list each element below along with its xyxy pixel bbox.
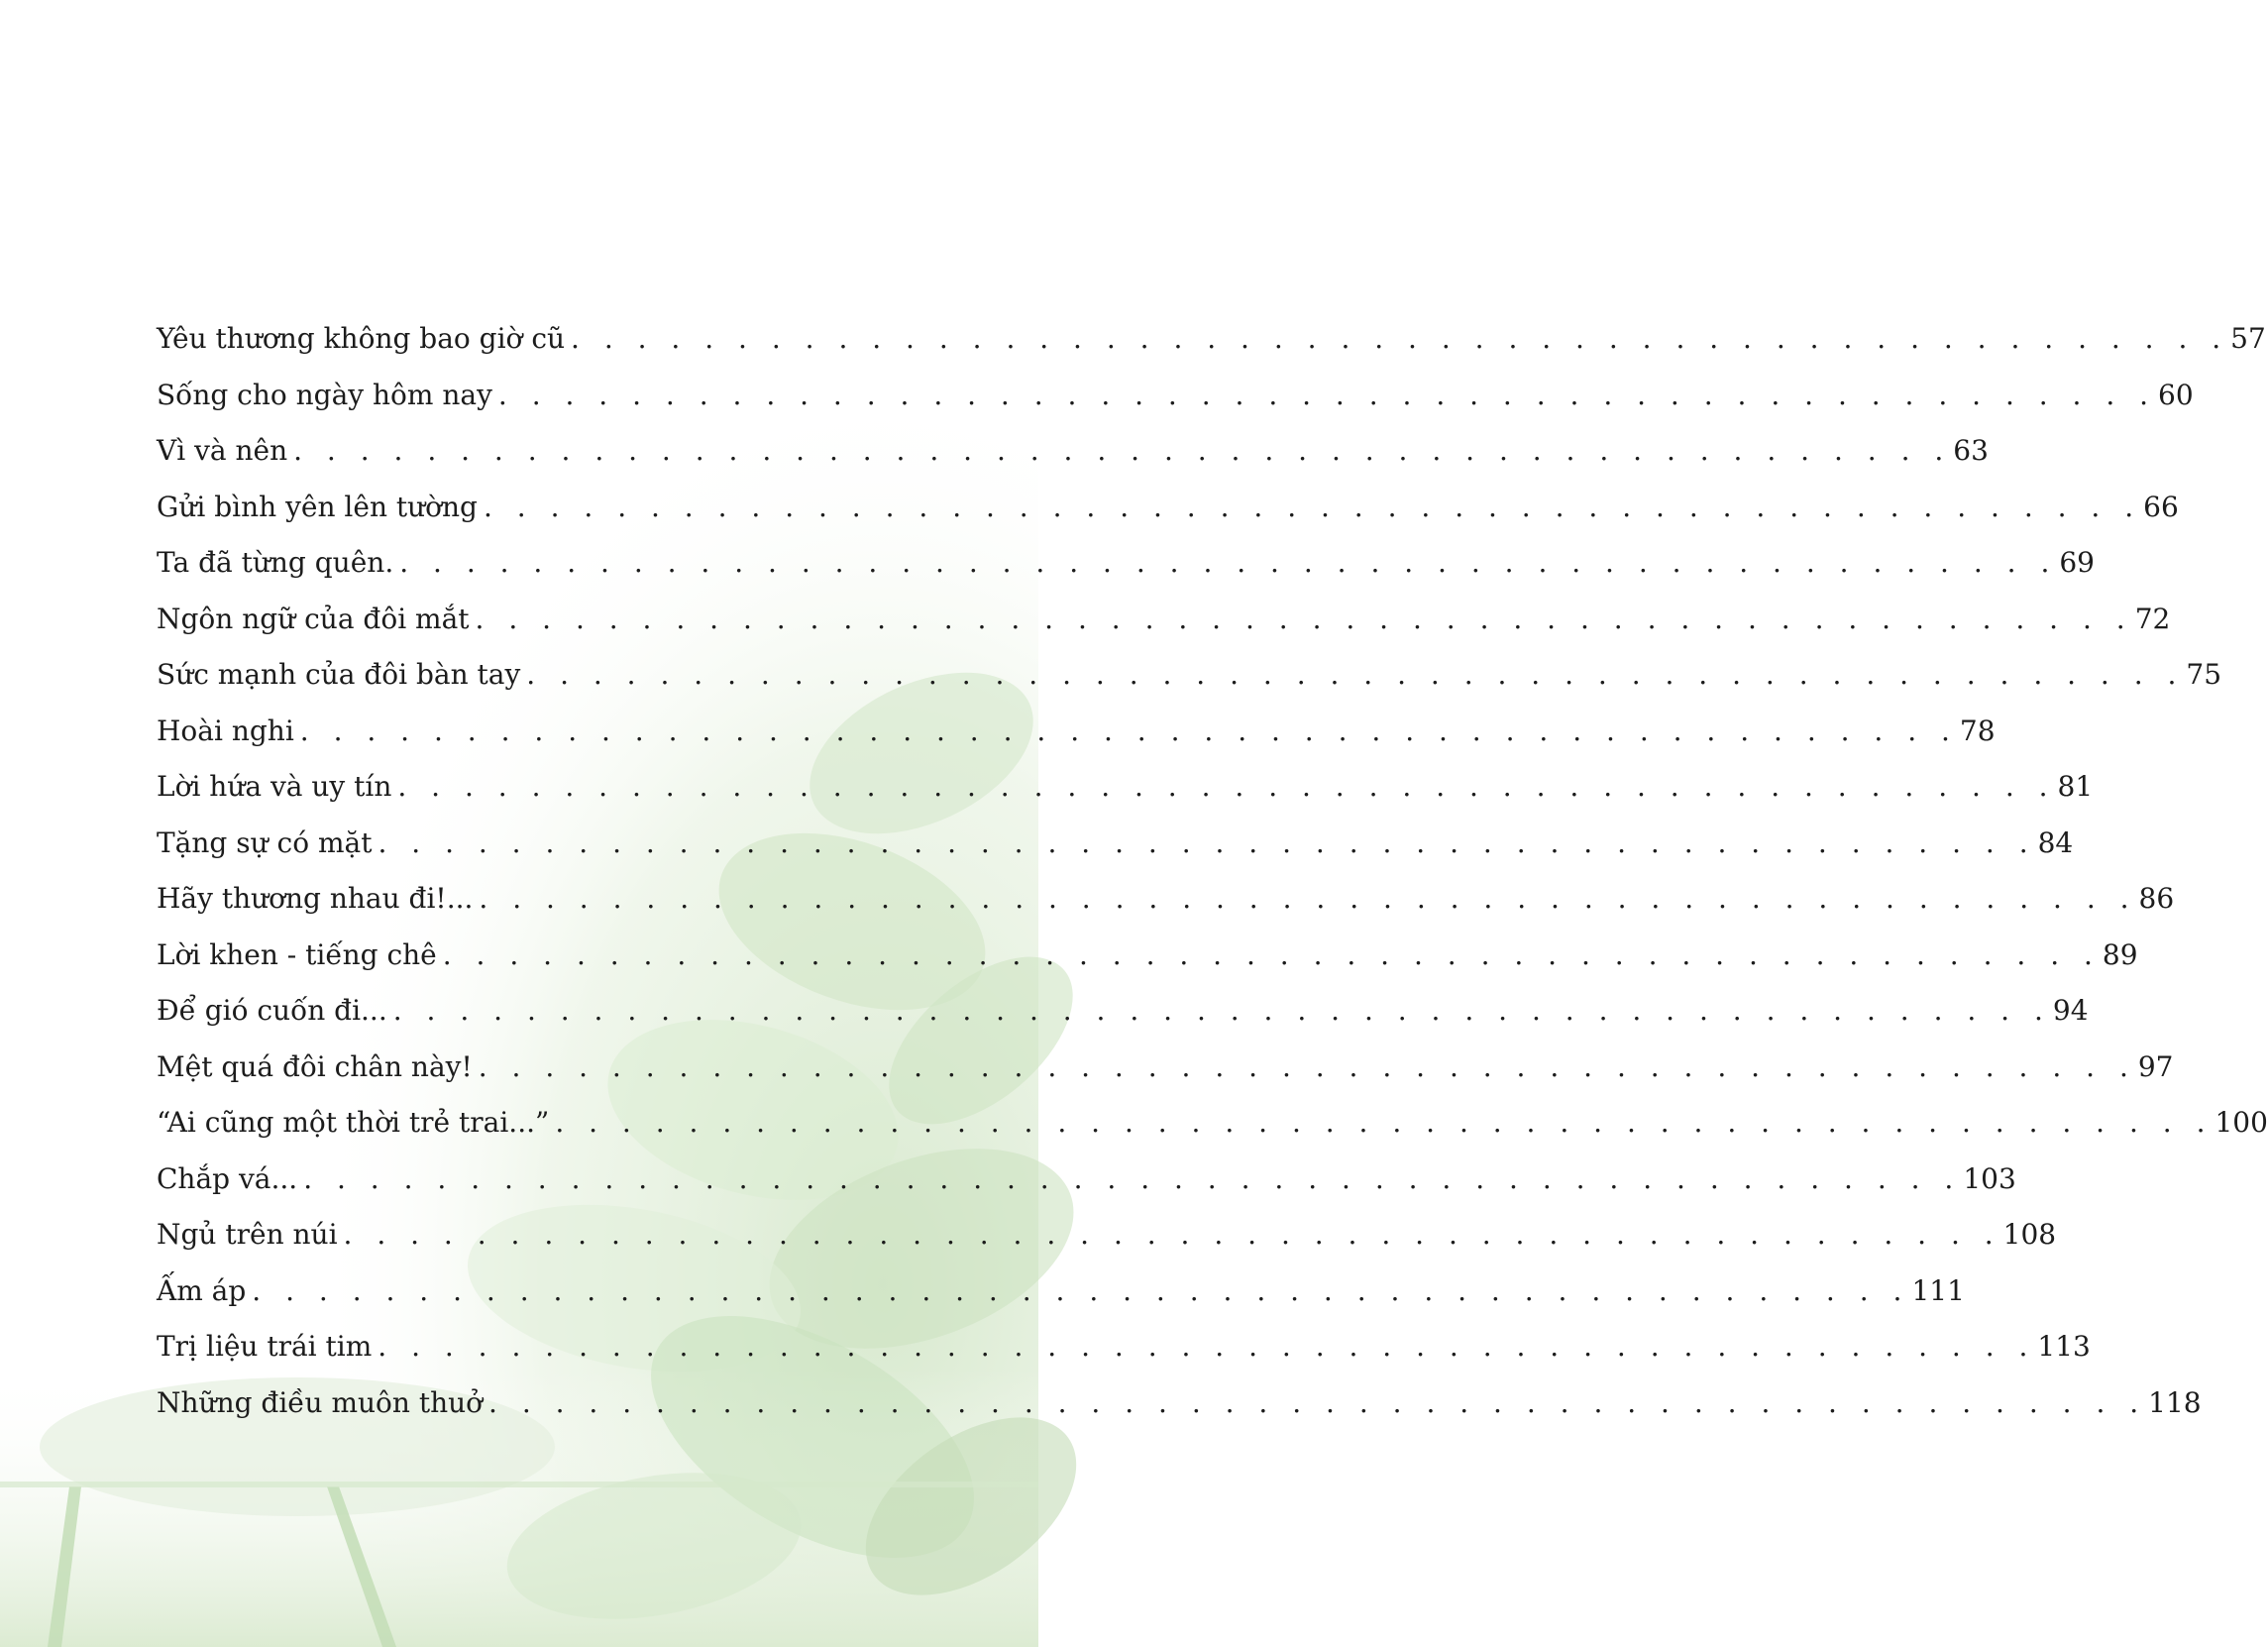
toc-entry-page: 89 — [2102, 937, 2138, 971]
toc-entry[interactable] — [157, 985, 2089, 1042]
toc-dot-leader: . . . . . . . . . . . . . . . . . . . . . . . . . . . . . . . . . . . . . . . . . . . . . . . . . . — [299, 714, 1958, 747]
toc-dot-leader: . . . . . . . . . . . . . . . . . . . . . . . . . . . . . . . . . . . . . . . . . . . . . . . . . . — [478, 1049, 2136, 1083]
toc-entry[interactable] — [157, 1153, 2016, 1210]
toc-entry[interactable] — [157, 1377, 2202, 1434]
toc-entry[interactable] — [157, 818, 2074, 874]
toc-entry[interactable] — [157, 1321, 2091, 1377]
toc-entry[interactable] — [157, 761, 2094, 818]
toc-entry[interactable] — [157, 930, 2138, 986]
toc-entry[interactable] — [157, 482, 2179, 538]
toc-entry[interactable] — [157, 594, 2171, 650]
toc-entry-title: Ngôn ngữ của đôi mắt — [157, 602, 470, 635]
toc-entry-page: 84 — [2037, 825, 2074, 859]
toc-dot-leader: . . . . . . . . . . . . . . . . . . . . . . . . . . . . . . . . . . . . . . . . . . . . . . . . . . — [483, 490, 2142, 523]
toc-entry-title: Sức mạnh của đôi bàn tay — [157, 658, 521, 691]
toc-entry-title: Hãy thương nhau đi!... — [157, 882, 474, 915]
toc-dot-leader: . . . . . . . . . . . . . . . . . . . . . . . . . . . . . . . . . . . . . . . . . . . . . . . . . . — [475, 602, 2133, 635]
toc-entry-title: Những điều muôn thuở — [157, 1385, 484, 1419]
toc-dot-leader: . . . . . . . . . . . . . . . . . . . . . . . . . . . . . . . . . . . . . . . . . . . . . . . . . . — [397, 770, 2056, 803]
toc-entry-page: 75 — [2186, 658, 2222, 691]
toc-dot-leader: . . . . . . . . . . . . . . . . . . . . . . . . . . . . . . . . . . . . . . . . . . . . . . . . . . — [378, 1330, 2036, 1363]
toc-entry-page: 108 — [2002, 1218, 2057, 1251]
toc-dot-leader: . . . . . . . . . . . . . . . . . . . . . . . . . . . . . . . . . . . . . . . . . . . . . . . . . . — [303, 1161, 1962, 1195]
toc-entry[interactable] — [157, 1097, 2268, 1153]
toc-entry-title: Yêu thương không bao giờ cũ — [157, 322, 566, 355]
toc-entry-title: Mệt quá đôi chân này! — [157, 1049, 473, 1083]
toc-dot-leader: . . . . . . . . . . . . . . . . . . . . . . . . . . . . . . . . . . . . . . . . . . . . . . . . . . — [293, 434, 1952, 467]
toc-entry-title: Ngủ trên núi — [157, 1218, 338, 1251]
toc-dot-leader: . . . . . . . . . . . . . . . . . . . . . . . . . . . . . . . . . . . . . . . . . . . . . . . . . . — [399, 546, 2058, 579]
toc-entry-page: 86 — [2138, 882, 2175, 915]
toc-entry-page: 81 — [2057, 770, 2094, 803]
toc-entry-page: 72 — [2134, 602, 2171, 635]
toc-entry-title: Ta đã từng quên. — [157, 546, 394, 579]
toc-entry-title: “Ai cũng một thời trẻ trai...” — [157, 1106, 550, 1139]
toc-entry[interactable] — [157, 537, 2095, 594]
toc-entry[interactable] — [157, 1265, 1965, 1322]
toc-dot-leader: . . . . . . . . . . . . . . . . . . . . . . . . . . . . . . . . . . . . . . . . . . . . . . . . . . — [555, 1106, 2214, 1139]
toc-entry[interactable] — [157, 706, 1996, 762]
toc-dot-leader: . . . . . . . . . . . . . . . . . . . . . . . . . . . . . . . . . . . . . . . . . . . . . . . . . . — [488, 1385, 2147, 1419]
toc-entry-page: 60 — [2158, 378, 2194, 411]
toc-entry[interactable] — [157, 313, 2266, 370]
toc-entry-title: Lời hứa và uy tín — [157, 770, 392, 803]
toc-entry-page: 97 — [2137, 1049, 2174, 1083]
toc-entry[interactable] — [157, 425, 1989, 482]
toc-entry-title: Trị liệu trái tim — [157, 1330, 373, 1363]
toc-entry-page: 69 — [2059, 546, 2095, 579]
toc-entry-page: 78 — [1959, 714, 1996, 747]
toc-dot-leader: . . . . . . . . . . . . . . . . . . . . . . . . . . . . . . . . . . . . . . . . . . . . . . . . . . — [571, 322, 2229, 355]
toc-entry-page: 66 — [2143, 490, 2179, 523]
toc-entry-title: Ấm áp — [157, 1273, 247, 1307]
toc-dot-leader: . . . . . . . . . . . . . . . . . . . . . . . . . . . . . . . . . . . . . . . . . . . . . . . . . . — [442, 937, 2101, 971]
toc-entry-title: Chắp vá... — [157, 1161, 298, 1195]
toc-dot-leader: . . . . . . . . . . . . . . . . . . . . . . . . . . . . . . . . . . . . . . . . . . . . . . . . . . — [252, 1273, 1910, 1307]
toc-entry[interactable] — [157, 649, 2222, 706]
toc-dot-leader: . . . . . . . . . . . . . . . . . . . . . . . . . . . . . . . . . . . . . . . . . . . . . . . . . . — [378, 825, 2036, 859]
toc-entry-page: 63 — [1953, 434, 1989, 467]
toc-entry-title: Vì và nên — [157, 434, 288, 467]
toc-entry-page: 111 — [1911, 1273, 1965, 1307]
table-of-contents — [157, 313, 2268, 1433]
toc-dot-leader: . . . . . . . . . . . . . . . . . . . . . . . . . . . . . . . . . . . . . . . . . . . . . . . . . . — [497, 378, 2157, 411]
toc-entry-title: Tặng sự có mặt — [157, 825, 373, 859]
toc-dot-leader: . . . . . . . . . . . . . . . . . . . . . . . . . . . . . . . . . . . . . . . . . . . . . . . . . . — [479, 882, 2137, 915]
toc-entry-title: Gửi bình yên lên tường — [157, 490, 478, 523]
toc-entry-title: Sống cho ngày hôm nay — [157, 378, 492, 411]
toc-entry-page: 94 — [2052, 994, 2089, 1027]
toc-dot-leader: . . . . . . . . . . . . . . . . . . . . . . . . . . . . . . . . . . . . . . . . . . . . . . . . . . — [392, 994, 2051, 1027]
toc-dot-leader: . . . . . . . . . . . . . . . . . . . . . . . . . . . . . . . . . . . . . . . . . . . . . . . . . . — [343, 1218, 2001, 1251]
toc-entry-page: 57 — [2230, 322, 2266, 355]
toc-dot-leader: . . . . . . . . . . . . . . . . . . . . . . . . . . . . . . . . . . . . . . . . . . . . . . . . . . — [526, 658, 2185, 691]
toc-entry[interactable] — [157, 873, 2175, 930]
toc-entry-page: 113 — [2037, 1330, 2091, 1363]
toc-entry[interactable] — [157, 370, 2194, 426]
toc-entry-title: Lời khen - tiếng chê — [157, 937, 437, 971]
toc-entry-page: 118 — [2148, 1385, 2202, 1419]
toc-entry-title: Để gió cuốn đi... — [157, 994, 387, 1027]
toc-entry[interactable] — [157, 1209, 2057, 1265]
toc-entry[interactable] — [157, 1042, 2174, 1098]
toc-entry-page: 100 — [2214, 1106, 2268, 1139]
toc-entry-page: 103 — [1963, 1161, 2016, 1195]
toc-entry-title: Hoài nghi — [157, 714, 294, 747]
